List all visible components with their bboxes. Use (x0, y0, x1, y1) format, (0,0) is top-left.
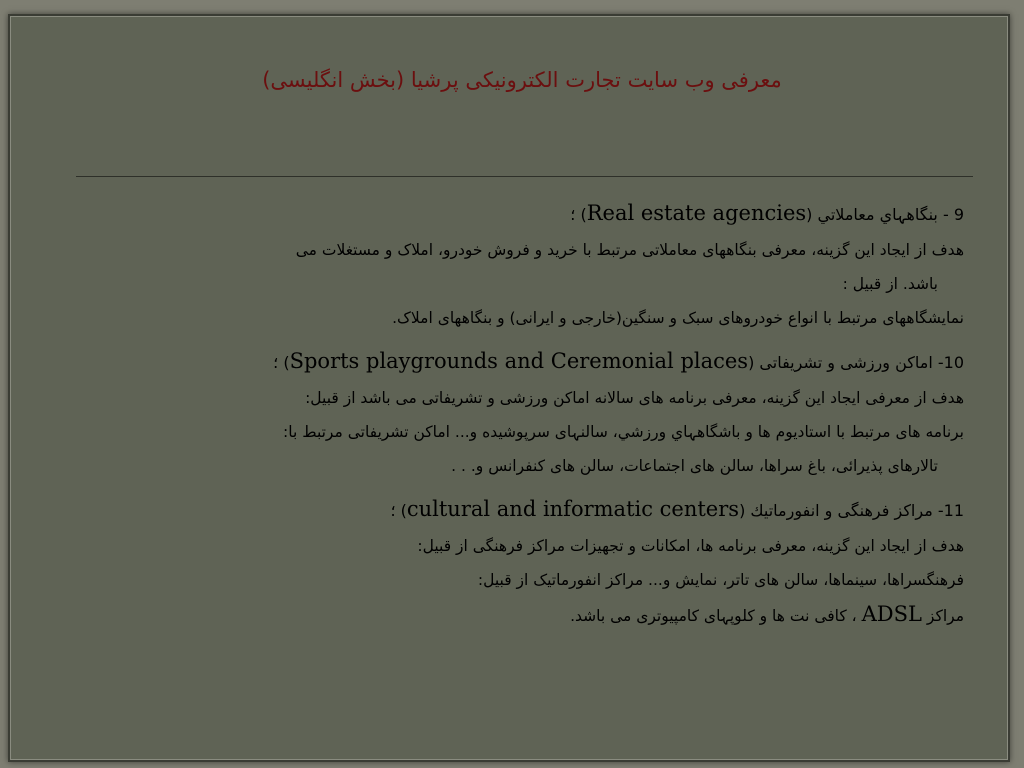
heading-latin: Real estate agencies (586, 201, 807, 225)
heading-latin: Sports playgrounds and Ceremonial places (289, 349, 749, 373)
adsl-term: ADSL (861, 602, 922, 626)
body-line: باشد. از قبیل : (842, 275, 938, 293)
section-gap (92, 483, 964, 491)
line-prefix: مراکز (926, 607, 964, 625)
body-line: تالارهای پذیرائی، باغ سراها، سالن های اجتماعات، سالن های کنفرانس و. . . (451, 457, 938, 475)
heading-prefix: 9 - بنگاهہاي معاملاتي ( (806, 205, 964, 224)
slide-title: معرفی وب سایت تجارت الکترونیکی پرشیا (بخش انگلیسی) (262, 68, 782, 92)
section-heading-cultural (92, 491, 964, 529)
heading-prefix: 10- اماکن ورزشی و تشریفاتی ( (748, 353, 964, 372)
section-heading-real-estate (92, 195, 964, 233)
section-gap (92, 335, 964, 343)
heading-prefix: 11- مراکز فرهنگی و انفورماتیك ( (739, 501, 964, 520)
body-line: برنامه های مرتبط با استادیوم ها و باشگاهہاي ورزشي، سالنہای سرپوشیده و... اماکن تشریفاتی مرتبط با: (283, 423, 964, 441)
body-line-adsl (92, 597, 964, 633)
heading-latin: cultural and informatic centers (406, 497, 740, 521)
heading-suffix: ) ؛ (273, 353, 290, 372)
slide-body (92, 195, 964, 633)
section-heading-sports (92, 343, 964, 381)
line-suffix: ، کافی نت ها و کلوپہای کامپیوتری می باشد. (570, 607, 857, 625)
heading-suffix: ) ؛ (390, 501, 407, 520)
heading-suffix: ) ؛ (570, 205, 587, 224)
body-line: فرهنگسراها، سینماها، سالن های تاتر، نمایش و... مراکز انفورماتیک از قبیل: (477, 571, 964, 589)
title-divider (76, 176, 973, 177)
body-line: هدف از معرفی ایجاد این گزینه، معرفی برنامه های سالانه اماکن ورزشی و تشریفاتی می باشد از قبیل: (305, 389, 964, 407)
body-line: هدف از ایجاد این گزینه، معرفی بنگاههای معاملاتی مرتبط با خرید و فروش خودرو، املاک و مستغلات می (295, 241, 964, 259)
body-line: نمایشگاههای مرتبط با انواع خودروهای سبک و سنگین(خارجی و ایرانی) و بنگاههای املاک. (392, 309, 964, 327)
body-line: هدف از ایجاد این گزینه، معرفی برنامه ها، امکانات و تجهیزات مراکز فرهنگی از قبیل: (417, 537, 964, 555)
